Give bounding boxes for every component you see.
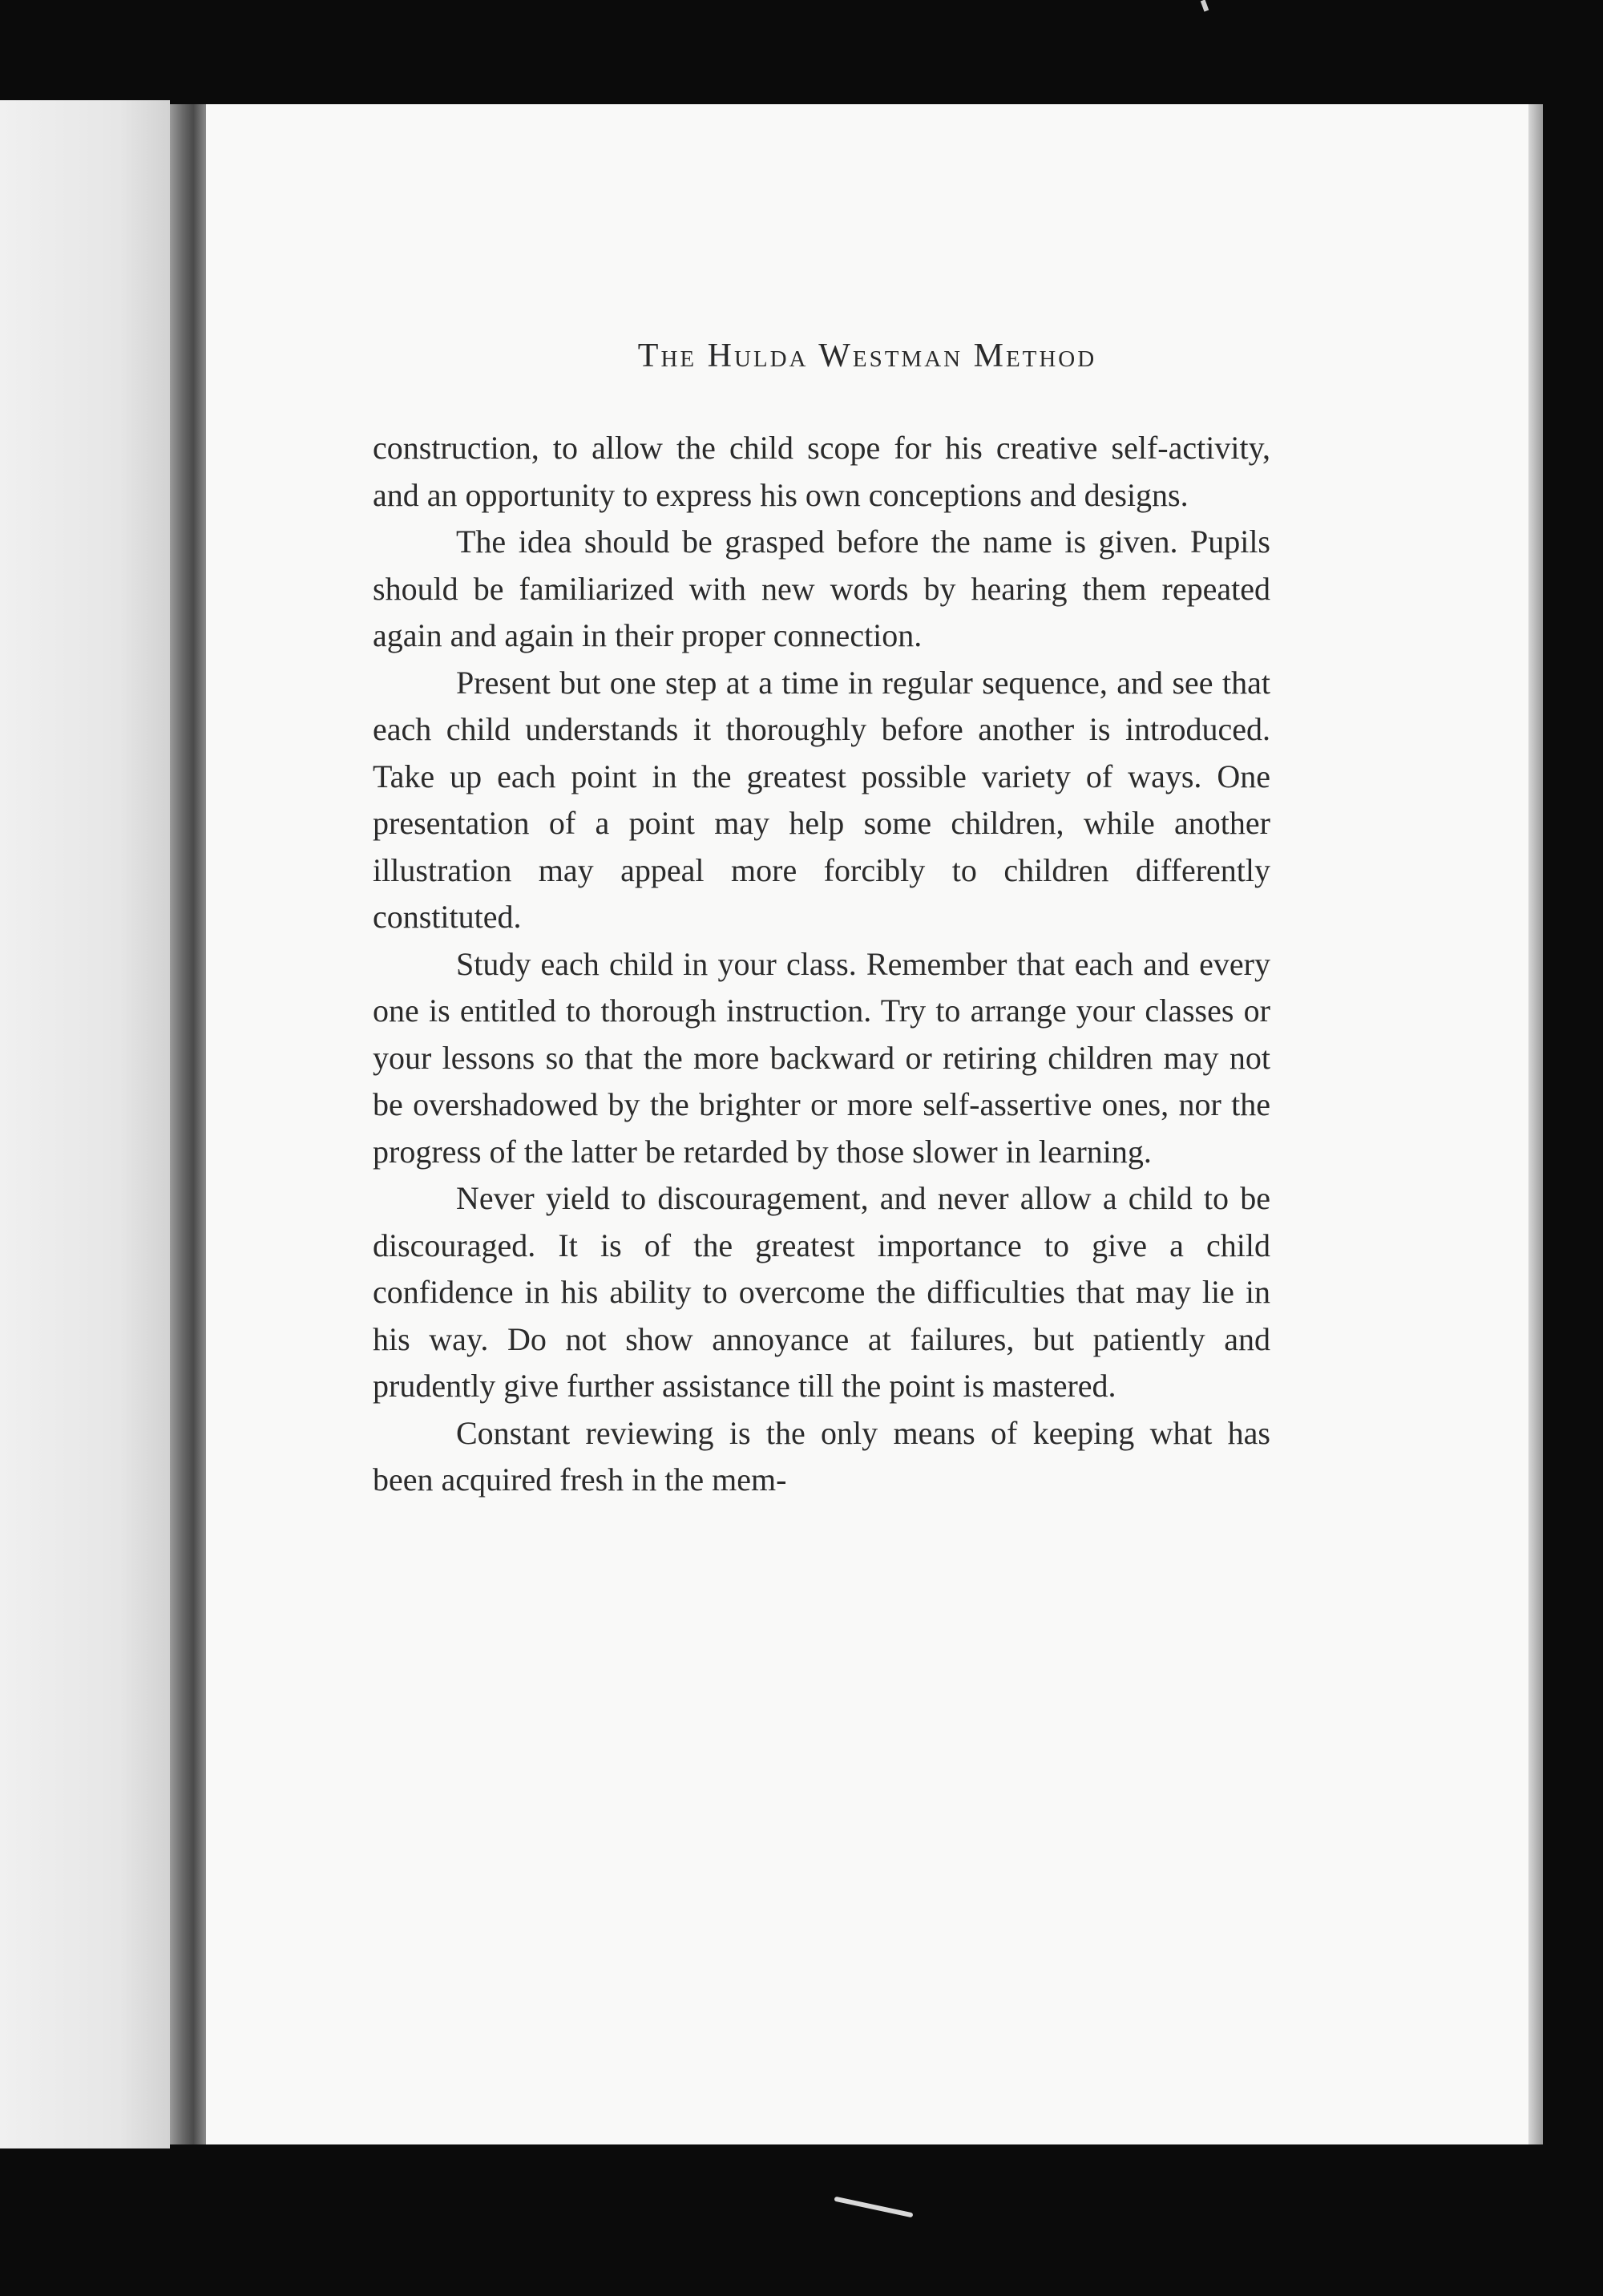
page-edge	[1528, 104, 1543, 2144]
paragraph: Constant reviewing is the only means of keeping what has been acquired fresh in the mem-	[373, 1414, 1270, 1498]
running-head: The Hulda Westman Method	[637, 338, 1097, 374]
paragraph: The idea should be grasped before the name is given. Pupils should be familiarized with new words by hearing them repeated again and again in their proper connection.	[373, 523, 1270, 653]
scan-mark	[834, 2197, 913, 2218]
body-text	[373, 425, 1270, 1504]
paragraph: Present but one step at a time in regular sequence, and see that each child understands it thoroughly before another is introduced. Take up each point in the greatest possible variety of ways. One presentation of a point may help some children, while another illustration may appeal more forcibly to children differently constituted.	[373, 664, 1270, 935]
paragraph: construction, to allow the child scope for his creative self-activity, and an opportunity to express his own conceptions and designs.	[373, 430, 1270, 513]
book-page	[206, 104, 1528, 2144]
facing-page	[0, 100, 170, 2148]
paragraph: Study each child in your class. Remember that each and every one is entitled to thorough instruction. Try to arrange your classes or your lessons so that the more backward or retiring children may not be overshadowed by the brighter or more self-assertive ones, nor the progress of the latter be retarded by those slower in learning.	[373, 945, 1270, 1170]
book-gutter	[170, 104, 206, 2144]
scan-mark	[1201, 0, 1209, 12]
paragraph: Never yield to discouragement, and never allow a child to be discouraged. It is of the greatest importance to give a child confidence in his ability to overcome the difficulties that may lie in his way. Do not show annoyance at failures, but patiently and prudently give further assistance till the point is mastered.	[373, 1180, 1270, 1404]
